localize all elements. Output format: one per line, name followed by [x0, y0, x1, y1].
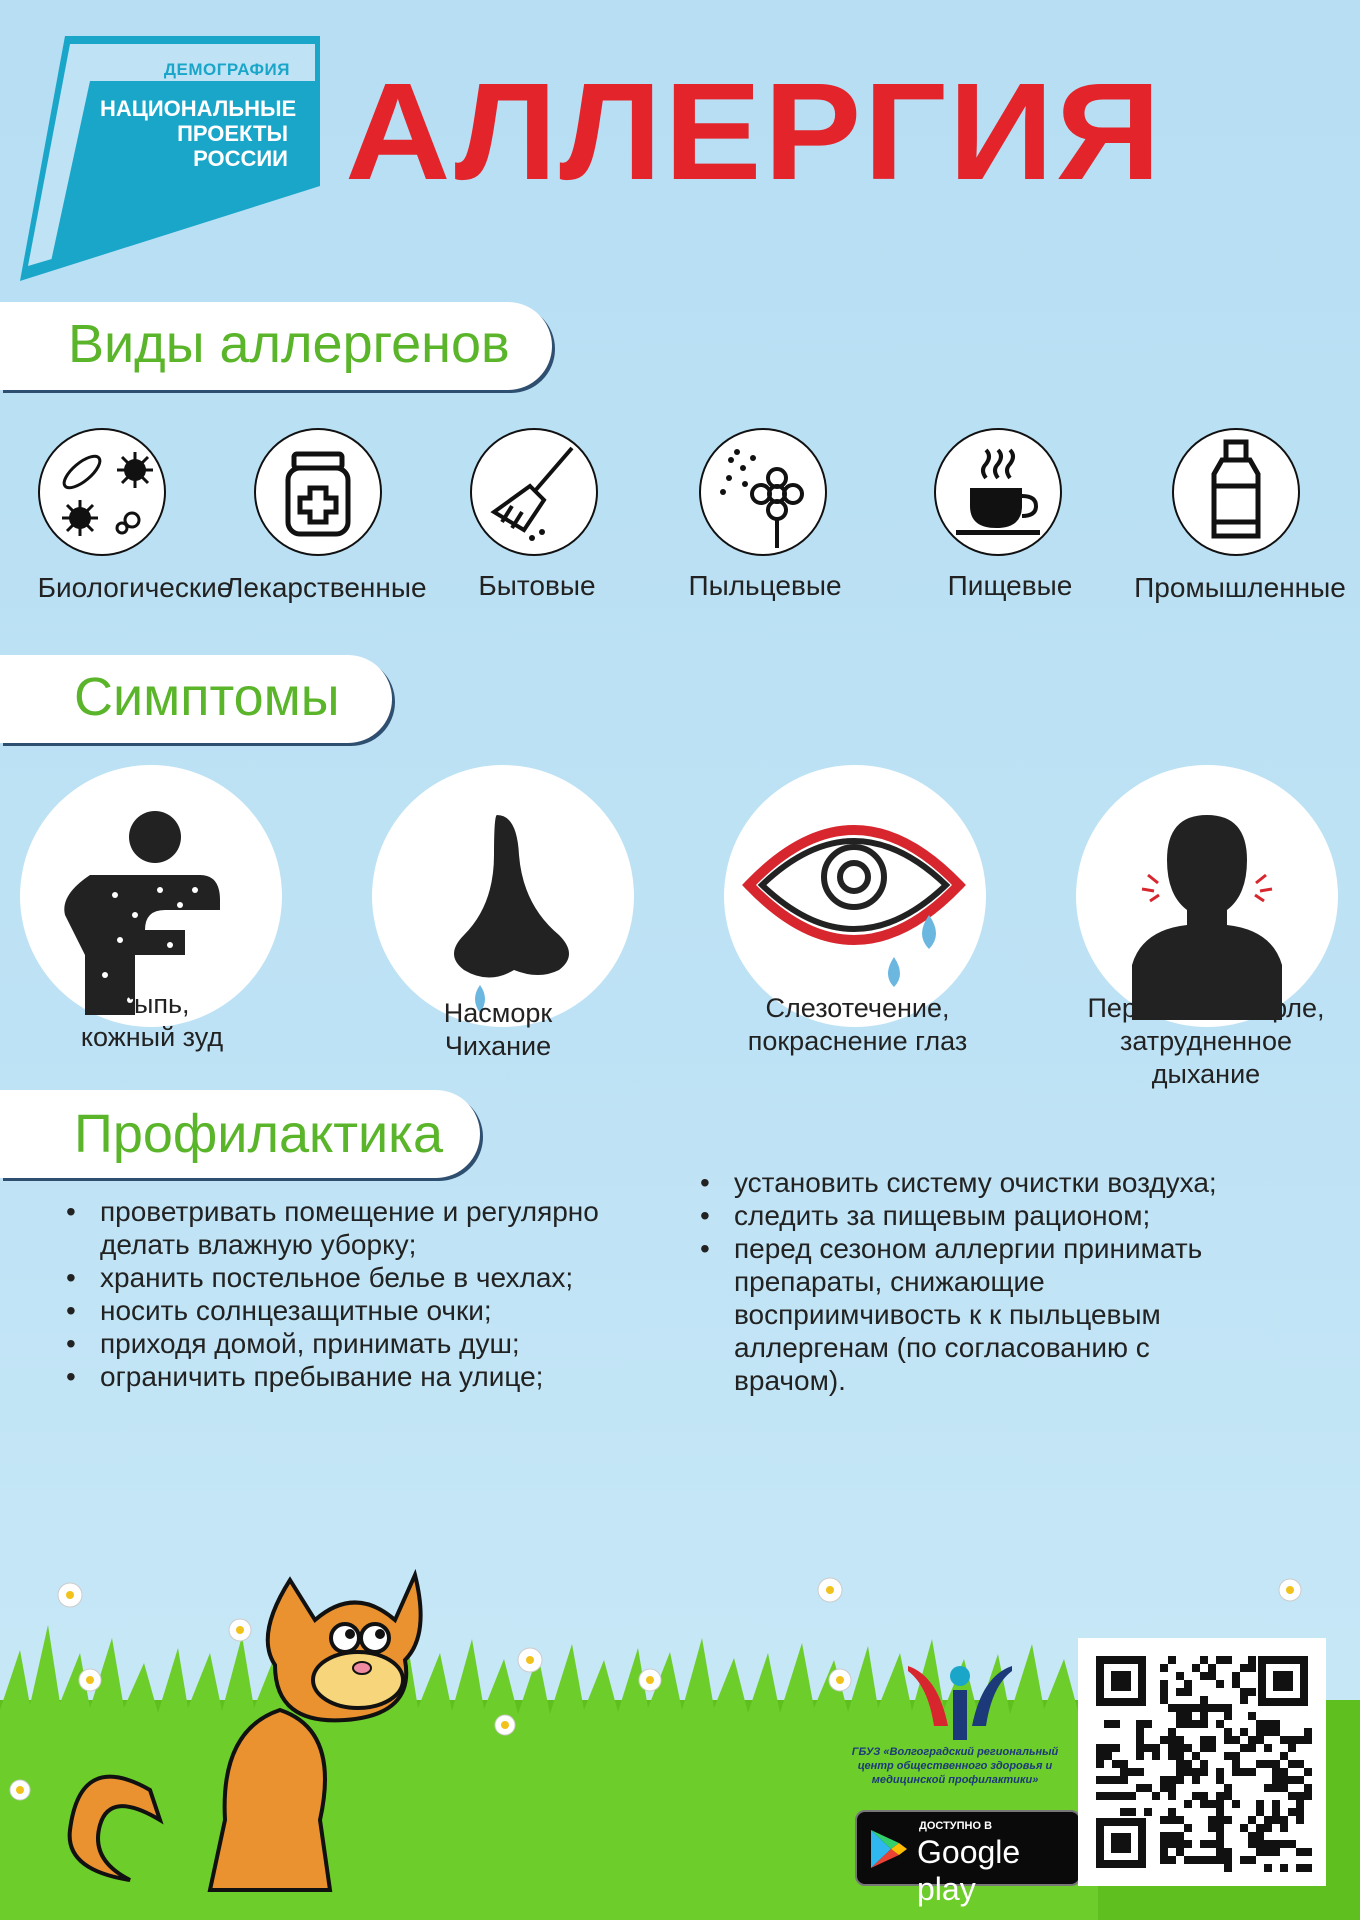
logo-national-projects-text: НАЦИОНАЛЬНЫЕ ПРОЕКТЫ РОССИИ: [100, 96, 297, 171]
qr-module: [1160, 1696, 1168, 1704]
symptom-label: Насморк Чихание: [443, 998, 553, 1061]
qr-module: [1184, 1688, 1192, 1696]
qr-module: [1104, 1792, 1112, 1800]
medicine-jar-icon: [254, 428, 382, 556]
qr-module: [1168, 1832, 1176, 1840]
qr-module: [1200, 1736, 1208, 1744]
qr-module: [1264, 1824, 1272, 1832]
qr-module: [1176, 1752, 1184, 1760]
qr-module: [1272, 1768, 1280, 1776]
qr-module: [1168, 1840, 1176, 1848]
qr-module: [1216, 1720, 1224, 1728]
qr-module: [1224, 1864, 1232, 1872]
qr-module: [1304, 1736, 1312, 1744]
qr-module: [1176, 1832, 1184, 1840]
symptom-label: Першение в горле, затрудненное дыхание: [1087, 993, 1325, 1089]
qr-module: [1272, 1848, 1280, 1856]
qr-module: [1256, 1848, 1264, 1856]
teary-eye-icon: [724, 765, 986, 1027]
qr-module: [1272, 1816, 1280, 1824]
qr-module: [1096, 1752, 1104, 1760]
qr-module: [1272, 1800, 1280, 1808]
page-title: АЛЛЕРГИЯ: [345, 55, 1164, 209]
bottle-icon: [1172, 428, 1300, 556]
qr-module: [1224, 1784, 1232, 1792]
qr-module: [1224, 1712, 1232, 1720]
qr-module: [1232, 1760, 1240, 1768]
qr-module: [1288, 1776, 1296, 1784]
qr-module: [1216, 1656, 1224, 1664]
qr-module: [1168, 1744, 1176, 1752]
qr-module: [1184, 1704, 1192, 1712]
qr-module: [1280, 1864, 1288, 1872]
qr-module: [1136, 1744, 1144, 1752]
qr-module: [1208, 1704, 1216, 1712]
qr-module: [1152, 1752, 1160, 1760]
qr-module: [1160, 1856, 1168, 1864]
qr-module: [1264, 1720, 1272, 1728]
qr-module: [1248, 1688, 1256, 1696]
qr-module: [1208, 1840, 1216, 1848]
qr-module: [1200, 1672, 1208, 1680]
qr-module: [1184, 1720, 1192, 1728]
qr-module: [1104, 1752, 1112, 1760]
qr-module: [1208, 1800, 1216, 1808]
qr-module: [1240, 1688, 1248, 1696]
list-item: • установить систему очистки воздуха;: [698, 1166, 1258, 1199]
qr-module: [1296, 1816, 1304, 1824]
allergen-label: Биологические: [37, 572, 233, 603]
section-tab-prevention: [0, 1090, 480, 1178]
qr-module: [1192, 1792, 1200, 1800]
list-item: • перед сезоном аллергии принимать препараты, снижающие восприимчивость к к пыльцевым аллергенам (по согласованию с врачом).: [698, 1232, 1258, 1397]
qr-module: [1184, 1760, 1192, 1768]
qr-module: [1216, 1680, 1224, 1688]
qr-module: [1128, 1768, 1136, 1776]
qr-module: [1216, 1816, 1224, 1824]
qr-module: [1264, 1848, 1272, 1856]
qr-module: [1264, 1728, 1272, 1736]
qr-module: [1200, 1712, 1208, 1720]
qr-module: [1240, 1744, 1248, 1752]
qr-module: [1168, 1784, 1176, 1792]
qr-module: [1120, 1768, 1128, 1776]
qr-module: [1304, 1728, 1312, 1736]
symptom-label: Слезотечение, покраснение глаз: [747, 993, 968, 1056]
qr-module: [1256, 1840, 1264, 1848]
qr-module: [1176, 1768, 1184, 1776]
qr-module: [1176, 1776, 1184, 1784]
qr-module: [1200, 1856, 1208, 1864]
qr-module: [1200, 1840, 1208, 1848]
prevention-list-right: [698, 1166, 1258, 1397]
qr-module: [1160, 1816, 1168, 1824]
qr-module: [1168, 1776, 1176, 1784]
qr-module: [1232, 1672, 1240, 1680]
qr-module: [1168, 1728, 1176, 1736]
qr-module: [1280, 1784, 1288, 1792]
coffee-cup-icon: [934, 428, 1062, 556]
qr-module: [1176, 1688, 1184, 1696]
qr-module: [1176, 1736, 1184, 1744]
qr-module: [1256, 1760, 1264, 1768]
qr-module: [1288, 1808, 1296, 1816]
qr-module: [1184, 1856, 1192, 1864]
qr-module: [1296, 1776, 1304, 1784]
qr-code[interactable]: [1078, 1638, 1326, 1886]
allergen-label: Пищевые: [947, 570, 1073, 601]
qr-module: [1160, 1664, 1168, 1672]
allergen-label: Лекарственные: [225, 572, 427, 603]
qr-module: [1152, 1792, 1160, 1800]
qr-module: [1096, 1776, 1104, 1784]
qr-module: [1176, 1848, 1184, 1856]
qr-module: [1184, 1824, 1192, 1832]
qr-module: [1208, 1816, 1216, 1824]
pollen-flower-icon: [699, 428, 827, 556]
qr-module: [1256, 1808, 1264, 1816]
qr-module: [1248, 1816, 1256, 1824]
qr-module: [1216, 1856, 1224, 1864]
qr-module: [1184, 1680, 1192, 1688]
prevention-list-left: [64, 1195, 624, 1393]
qr-module: [1192, 1664, 1200, 1672]
section-heading-allergen-types: Виды аллергенов: [68, 314, 510, 374]
qr-module: [1168, 1816, 1176, 1824]
qr-module: [1192, 1856, 1200, 1864]
qr-module: [1288, 1792, 1296, 1800]
qr-module: [1216, 1832, 1224, 1840]
qr-module: [1216, 1808, 1224, 1816]
qr-module: [1216, 1792, 1224, 1800]
qr-module: [1192, 1720, 1200, 1728]
qr-module: [1136, 1728, 1144, 1736]
allergen-label: Пыльцевые: [688, 570, 842, 601]
qr-module: [1104, 1776, 1112, 1784]
list-item: • проветривать помещение и регулярно делать влажную уборку;: [64, 1195, 624, 1261]
qr-module: [1288, 1744, 1296, 1752]
qr-module: [1168, 1792, 1176, 1800]
qr-module: [1160, 1848, 1168, 1856]
google-play-small-text: ДОСТУПНО В: [919, 1820, 993, 1832]
qr-module: [1208, 1664, 1216, 1672]
qr-module: [1176, 1840, 1184, 1848]
qr-module: [1216, 1824, 1224, 1832]
microbes-icon: [38, 428, 166, 556]
list-item: • хранить постельное белье в чехлах;: [64, 1261, 624, 1294]
qr-module: [1264, 1864, 1272, 1872]
qr-module: [1224, 1816, 1232, 1824]
qr-module: [1184, 1712, 1192, 1720]
qr-module: [1184, 1800, 1192, 1808]
qr-module: [1200, 1768, 1208, 1776]
qr-module: [1200, 1720, 1208, 1728]
qr-module: [1128, 1808, 1136, 1816]
qr-module: [1096, 1792, 1104, 1800]
qr-module: [1272, 1840, 1280, 1848]
google-play-button[interactable]: [855, 1810, 1081, 1907]
qr-module: [1176, 1720, 1184, 1728]
qr-module: [1136, 1768, 1144, 1776]
qr-module: [1136, 1736, 1144, 1744]
qr-module: [1096, 1760, 1104, 1768]
qr-module: [1200, 1744, 1208, 1752]
qr-module: [1280, 1776, 1288, 1784]
qr-module: [1264, 1760, 1272, 1768]
qr-module: [1120, 1760, 1128, 1768]
qr-module: [1216, 1776, 1224, 1784]
qr-module: [1272, 1776, 1280, 1784]
qr-module: [1224, 1736, 1232, 1744]
qr-module: [1304, 1864, 1312, 1872]
qr-module: [1112, 1776, 1120, 1784]
qr-module: [1176, 1816, 1184, 1824]
qr-module: [1200, 1704, 1208, 1712]
qr-module: [1240, 1728, 1248, 1736]
qr-module: [1200, 1792, 1208, 1800]
list-item: • следить за пищевым рационом;: [698, 1199, 1258, 1232]
qr-module: [1192, 1704, 1200, 1712]
organization-name: ГБУЗ «Волгоградский региональный центр общественного здоровья и медицинской профилактики»: [851, 1746, 1059, 1786]
organization-logo: [898, 1656, 1022, 1744]
qr-module: [1224, 1728, 1232, 1736]
broom-icon: [470, 428, 598, 556]
qr-module: [1160, 1680, 1168, 1688]
qr-module: [1168, 1808, 1176, 1816]
qr-module: [1256, 1728, 1264, 1736]
qr-module: [1264, 1816, 1272, 1824]
qr-module: [1208, 1672, 1216, 1680]
qr-module: [1288, 1760, 1296, 1768]
qr-module: [1144, 1720, 1152, 1728]
qr-module: [1232, 1752, 1240, 1760]
qr-module: [1168, 1656, 1176, 1664]
qr-module: [1216, 1848, 1224, 1856]
qr-module: [1160, 1736, 1168, 1744]
qr-module: [1256, 1736, 1264, 1744]
qr-module: [1160, 1688, 1168, 1696]
qr-module: [1280, 1736, 1288, 1744]
qr-module: [1240, 1768, 1248, 1776]
qr-module: [1272, 1760, 1280, 1768]
qr-module: [1160, 1784, 1168, 1792]
nose-icon: [372, 765, 634, 1027]
qr-module: [1104, 1744, 1112, 1752]
qr-module: [1264, 1784, 1272, 1792]
qr-module: [1144, 1744, 1152, 1752]
qr-module: [1168, 1736, 1176, 1744]
qr-module: [1240, 1664, 1248, 1672]
symptom-label: Сыпь, кожный зуд: [80, 989, 224, 1052]
qr-module: [1248, 1664, 1256, 1672]
qr-module: [1280, 1824, 1288, 1832]
qr-module: [1112, 1792, 1120, 1800]
qr-module: [1208, 1856, 1216, 1864]
qr-module: [1184, 1744, 1192, 1752]
google-play-icon: [869, 1828, 909, 1870]
qr-module: [1176, 1744, 1184, 1752]
qr-module: [1288, 1736, 1296, 1744]
qr-module: [1272, 1720, 1280, 1728]
qr-module: [1304, 1848, 1312, 1856]
qr-module: [1200, 1696, 1208, 1704]
qr-module: [1120, 1776, 1128, 1784]
qr-module: [1208, 1744, 1216, 1752]
qr-module: [1144, 1784, 1152, 1792]
qr-module: [1248, 1768, 1256, 1776]
section-tab-allergen-types: [0, 302, 552, 390]
qr-module: [1224, 1704, 1232, 1712]
qr-module: [1256, 1824, 1264, 1832]
qr-module: [1304, 1784, 1312, 1792]
section-heading-prevention: Профилактика: [74, 1104, 443, 1164]
logo-demography-text: ДЕМОГРАФИЯ: [163, 60, 290, 79]
qr-module: [1224, 1792, 1232, 1800]
qr-module: [1216, 1800, 1224, 1808]
qr-module: [1264, 1840, 1272, 1848]
qr-module: [1184, 1840, 1192, 1848]
qr-module: [1240, 1824, 1248, 1832]
qr-module: [1176, 1704, 1184, 1712]
list-item: • ограничить пребывание на улице;: [64, 1360, 624, 1393]
qr-module: [1248, 1736, 1256, 1744]
qr-module: [1256, 1832, 1264, 1840]
google-play-text: Google play: [917, 1834, 1021, 1907]
qr-module: [1224, 1856, 1232, 1864]
qr-module: [1272, 1728, 1280, 1736]
qr-module: [1216, 1704, 1224, 1712]
qr-module: [1224, 1752, 1232, 1760]
qr-module: [1120, 1792, 1128, 1800]
qr-module: [1232, 1736, 1240, 1744]
qr-module: [1248, 1832, 1256, 1840]
qr-module: [1256, 1720, 1264, 1728]
qr-module: [1176, 1672, 1184, 1680]
qr-module: [1176, 1712, 1184, 1720]
qr-module: [1248, 1840, 1256, 1848]
qr-module: [1176, 1760, 1184, 1768]
qr-code-pattern: [1078, 1638, 1326, 1886]
qr-module: [1248, 1856, 1256, 1864]
qr-module: [1224, 1848, 1232, 1856]
list-item: • приходя домой, принимать душ;: [64, 1327, 624, 1360]
qr-module: [1240, 1856, 1248, 1864]
qr-module: [1240, 1696, 1248, 1704]
qr-module: [1208, 1824, 1216, 1832]
qr-module: [1192, 1768, 1200, 1776]
section-tab-symptoms: [0, 655, 392, 743]
qr-module: [1144, 1808, 1152, 1816]
qr-module: [1168, 1856, 1176, 1864]
qr-module: [1264, 1744, 1272, 1752]
qr-module: [1200, 1760, 1208, 1768]
qr-module: [1280, 1840, 1288, 1848]
qr-module: [1280, 1752, 1288, 1760]
qr-module: [1120, 1808, 1128, 1816]
qr-module: [1272, 1808, 1280, 1816]
qr-module: [1160, 1832, 1168, 1840]
qr-module: [1296, 1808, 1304, 1816]
qr-module: [1232, 1768, 1240, 1776]
qr-module: [1200, 1656, 1208, 1664]
qr-module: [1168, 1752, 1176, 1760]
qr-module: [1112, 1720, 1120, 1728]
qr-module: [1248, 1712, 1256, 1720]
qr-module: [1208, 1736, 1216, 1744]
qr-module: [1160, 1776, 1168, 1784]
qr-module: [1192, 1752, 1200, 1760]
qr-module: [1232, 1680, 1240, 1688]
qr-module: [1304, 1768, 1312, 1776]
qr-module: [1136, 1752, 1144, 1760]
qr-module: [1296, 1864, 1304, 1872]
qr-module: [1296, 1792, 1304, 1800]
allergen-label: Бытовые: [478, 570, 596, 601]
qr-module: [1184, 1768, 1192, 1776]
qr-module: [1136, 1784, 1144, 1792]
qr-module: [1136, 1720, 1144, 1728]
qr-module: [1160, 1840, 1168, 1848]
qr-module: [1112, 1760, 1120, 1768]
qr-module: [1216, 1768, 1224, 1776]
qr-module: [1272, 1784, 1280, 1792]
qr-module: [1248, 1744, 1256, 1752]
qr-module: [1104, 1720, 1112, 1728]
qr-module: [1192, 1776, 1200, 1784]
qr-module: [1112, 1744, 1120, 1752]
list-item: • носить солнцезащитные очки;: [64, 1294, 624, 1327]
qr-module: [1096, 1744, 1104, 1752]
qr-module: [1288, 1840, 1296, 1848]
qr-module: [1256, 1800, 1264, 1808]
qr-module: [1224, 1656, 1232, 1664]
qr-module: [1200, 1800, 1208, 1808]
qr-module: [1152, 1744, 1160, 1752]
section-heading-symptoms: Симптомы: [74, 667, 340, 727]
qr-module: [1128, 1792, 1136, 1800]
qr-module: [1296, 1760, 1304, 1768]
qr-module: [1280, 1768, 1288, 1776]
qr-module: [1304, 1792, 1312, 1800]
qr-module: [1216, 1840, 1224, 1848]
allergen-label: Промышленные: [1134, 572, 1346, 603]
sore-throat-icon: [1076, 765, 1338, 1027]
qr-module: [1296, 1848, 1304, 1856]
qr-module: [1280, 1816, 1288, 1824]
qr-module: [1248, 1656, 1256, 1664]
qr-module: [1232, 1800, 1240, 1808]
qr-module: [1168, 1704, 1176, 1712]
qr-module: [1296, 1736, 1304, 1744]
qr-module: [1296, 1800, 1304, 1808]
